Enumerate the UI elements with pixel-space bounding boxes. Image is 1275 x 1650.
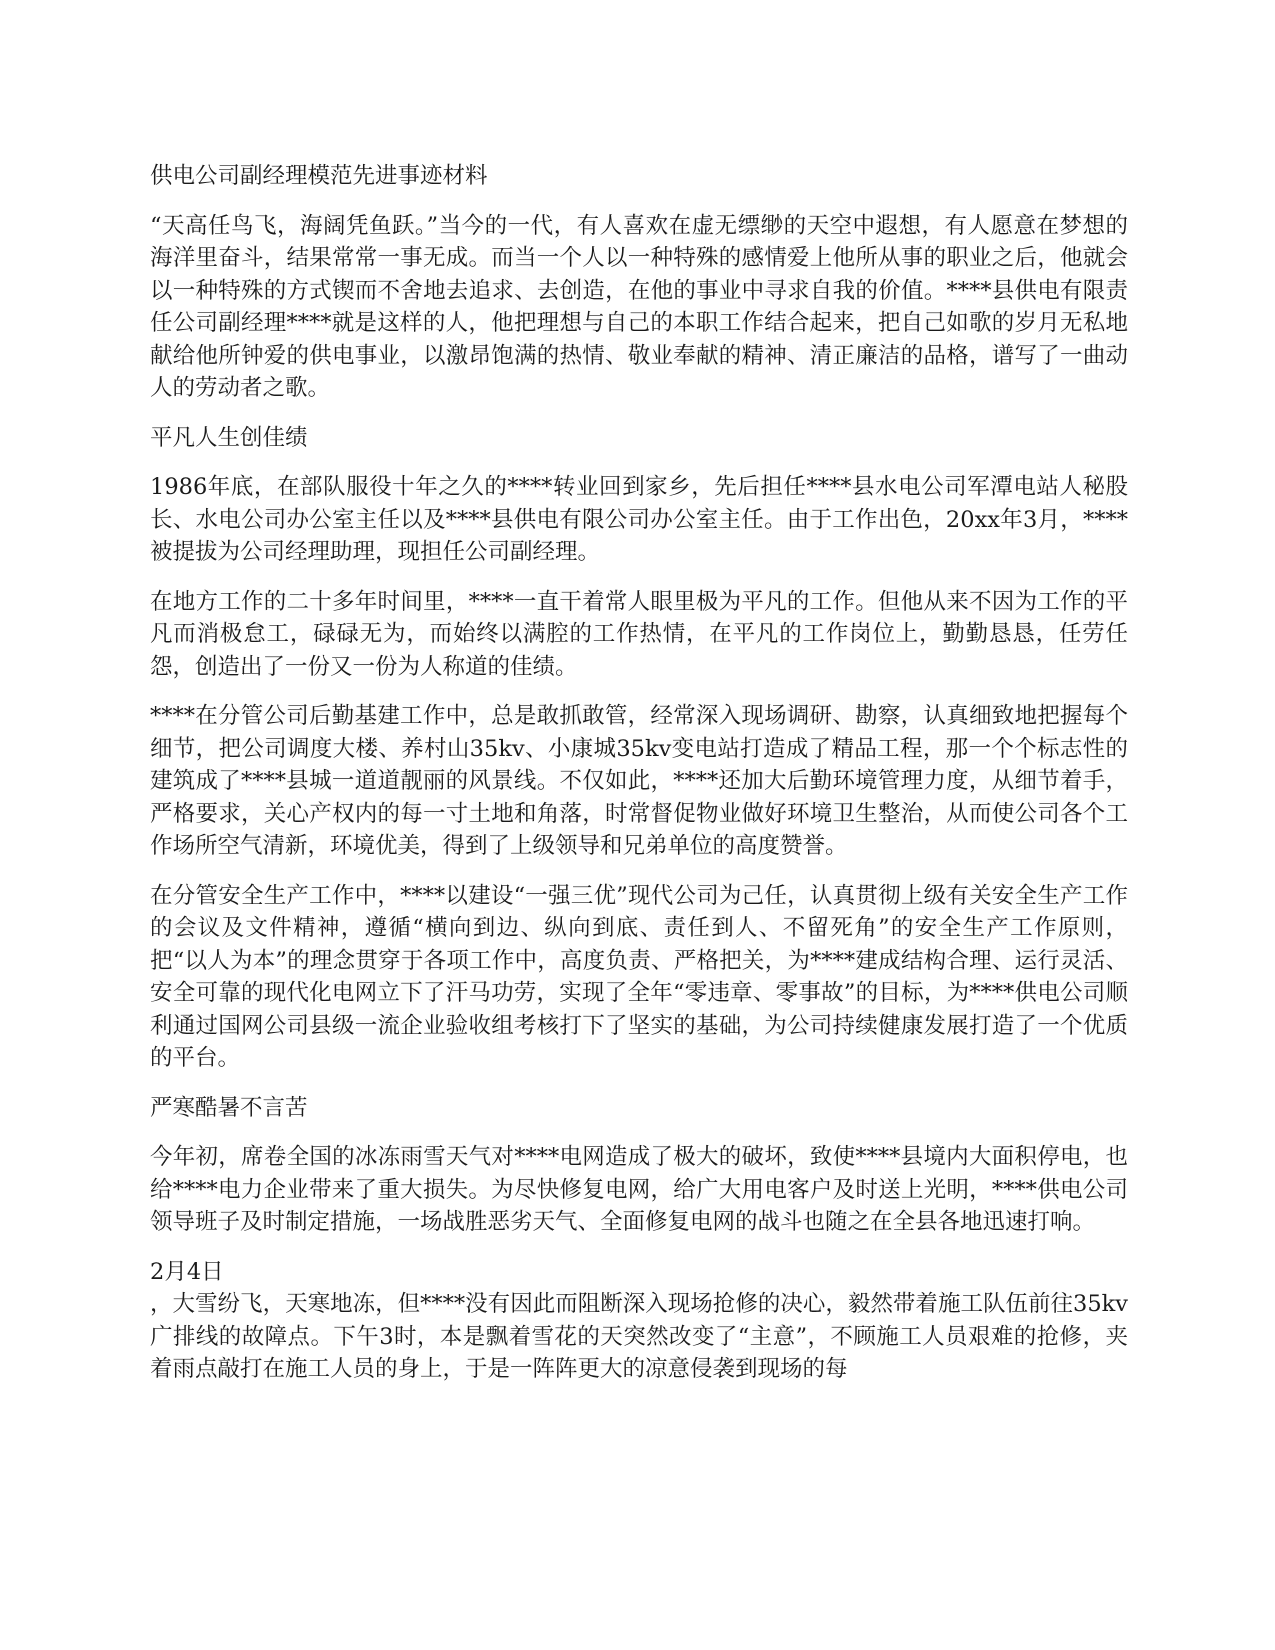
date-line: 2月4日 bbox=[150, 1258, 224, 1285]
body-paragraph-continued: ，大雪纷飞，天寒地冻，但****没有因此而阻断深入现场抢修的决心，毅然带着施工队伍前往35kv广排线的故障点。下午3时，本是飘着雪花的天突然改变了“主意”，不顾施工人员艰难的抢修，夹着雨点敲打在施工人员的身上，于是一阵阵更大的凉意侵袭到现场的每 bbox=[150, 1291, 1128, 1382]
body-paragraph: 今年初，席卷全国的冰冻雨雪天气对****电网造成了极大的破坏，致使****县境内大面积停电，也给****电力企业带来了重大损失。为尽快修复电网，给广大用电客户及时送上光明，****供电公司领导班子及时制定措施，一场战胜恶劣天气、全面修复电网的战斗也随之在全县各地迅速打响。 bbox=[150, 1144, 1128, 1235]
section-heading-ordinary-life: 平凡人生创佳绩 bbox=[150, 424, 308, 451]
body-paragraph: 1986年底，在部队服役十年之久的****转业回到家乡，先后担任****县水电公司军潭电站人秘股长、水电公司办公室主任以及****县供电有限公司办公室主任。由于工作出色，20xx年3月，****被提拔为公司经理助理，现担任公司副经理。 bbox=[150, 474, 1128, 565]
body-paragraph: 在地方工作的二十多年时间里，****一直干着常人眼里极为平凡的工作。但他从来不因为工作的平凡而消极怠工，碌碌无为，而始终以满腔的工作热情，在平凡的工作岗位上，勤勤恳恳，任劳任怨，创造出了一份又一份为人称道的佳绩。 bbox=[150, 588, 1128, 680]
document-page bbox=[150, 160, 1128, 1403]
section-heading-hardship: 严寒酷暑不言苦 bbox=[150, 1094, 308, 1121]
body-paragraph: ****在分管公司后勤基建工作中，总是敢抓敢管，经常深入现场调研、勘察，认真细致地把握每个细节，把公司调度大楼、养村山35kv、小康城35kv变电站打造成了精品工程，那一个个标志性的建筑成了****县城一道道靓丽的风景线。不仅如此，****还加大后勤环境管理力度，从细节着手，严格要求，关心产权内的每一寸土地和角落，时常督促物业做好环境卫生整治，从而使公司各个工作场所空气清新，环境优美，得到了上级领导和兄弟单位的高度赞誉。 bbox=[150, 703, 1128, 859]
document-title: 供电公司副经理模范先进事迹材料 bbox=[150, 163, 488, 189]
intro-paragraph: “天高任鸟飞，海阔凭鱼跃。”当今的一代，有人喜欢在虚无缥缈的天空中遐想，有人愿意在梦想的海洋里奋斗，结果常常一事无成。而当一个人以一种特殊的感情爱上他所从事的职业之后，他就会以一种特殊的方式锲而不舍地去追求、去创造，在他的事业中寻求自我的价值。****县供电有限责任公司副经理****就是这样的人，他把理想与自己的本职工作结合起来，把自己如歌的岁月无私地献给他所钟爱的供电事业，以激昂饱满的热情、敬业奉献的精神、清正廉洁的品格，谱写了一曲动人的劳动者之歌。 bbox=[150, 212, 1128, 401]
body-paragraph: 在分管安全生产工作中，****以建设“一强三优”现代公司为己任，认真贯彻上级有关安全生产工作的会议及文件精神，遵循“横向到边、纵向到底、责任到人、不留死角”的安全生产工作原则，把“以人为本”的理念贯穿于各项工作中，高度负责、严格把关，为****建成结构合理、运行灵活、安全可靠的现代化电网立下了汗马功劳，实现了全年“零违章、零事故”的目标，为****供电公司顺利通过国网公司县级一流企业验收组考核打下了坚实的基础，为公司持续健康发展打造了一个优质的平台。 bbox=[150, 882, 1128, 1071]
